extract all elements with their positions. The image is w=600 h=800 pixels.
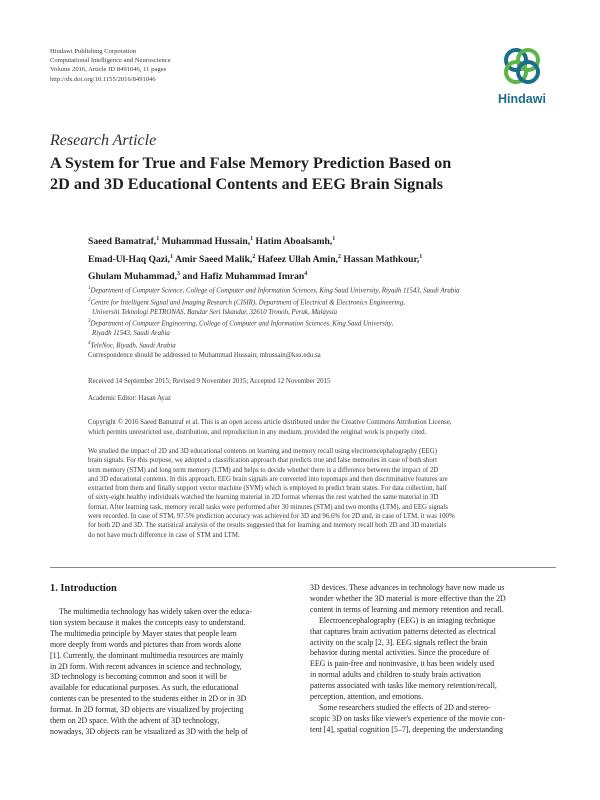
body-text-line: tent [4], spatial cognition [5–7], deepening the understanding (310, 724, 504, 734)
body-text-line: wonder whether the 3D material is more effective than the 2D (310, 593, 506, 603)
affiliation-line (88, 339, 556, 351)
body-text-line: activity on the scalp [2, 3]. EEG signals reflect the brain (310, 637, 488, 647)
abstract-line: of sixty-eight healthy individuals watched the learning material in 2D format whereas the rest watched the same material in 3D (88, 494, 439, 502)
body-text-line: available for educational purposes. As such, the educational (50, 683, 239, 693)
abstract-line: and 3D educational contents. In this approach, EEG brain signals are converted into topomaps and then discriminative features are (88, 475, 448, 483)
body-text-line: scopic 3D on tasks like viewer's experience of the movie con- (310, 713, 506, 723)
body-text-line: behavior during mental activities. Since the procedure of (310, 648, 490, 658)
body-text-line: format. In 2D format, 3D objects are visualized by projecting (50, 705, 244, 715)
abstract-line: format. After learning task, memory recall tasks were performed after 30 minutes (STM) and two months (LTM), and EEG signals (88, 503, 448, 511)
body-text-line: nowadays, 3D objects can be visualized as 3D with the help of (50, 726, 248, 736)
author-line (88, 232, 556, 250)
affiliation-line (88, 284, 556, 296)
affiliation-list (88, 284, 556, 351)
abstract-line: term memory (STM) and long term memory (LTM) and helps to decide whether there is a difference between the impact of 2D (88, 466, 439, 474)
journal-metadata (50, 47, 171, 84)
author-name: Emad-Ul-Haq Qazi, (88, 253, 171, 265)
abstract-line: were recorded. In case of STM, 97.5% prediction accuracy was achieved for 3D and 96.6% for 2D and, in case of LTM, it was 100% (88, 513, 455, 521)
section-heading: 1. Introduction (50, 583, 117, 594)
volume-info: Volume 2016, Article ID 8491046, 11 pages (50, 66, 167, 74)
author-name: Amir Saeed Malik, (173, 253, 253, 265)
author-name: Ghulam Muhammad, (88, 271, 178, 283)
affiliation-marker: 2 (88, 297, 91, 303)
author-affiliation-marker: 1 (156, 236, 160, 242)
academic-editor: Academic Editor: Hasan Ayaz (88, 395, 171, 402)
title-line: 2D and 3D Educational Contents and EEG Brain Signals (50, 175, 444, 193)
body-text-line: patterns associated with tasks like memory retention/recall, (310, 681, 497, 691)
body-text-line: more deeply from words and pictures than from words alone (50, 639, 242, 649)
correspondence-note: Correspondence should be addressed to Muhammad Hussain; mhussain@ksu.edu.sa (88, 352, 321, 359)
hindawi-logo-icon (500, 44, 544, 88)
body-text-line: The multimedia principle by Mayer states that people learn (50, 628, 237, 638)
abstract-line: extracted from them and finally support vector machine (SVM) which is employed to predict brain states. For data collection, half (88, 485, 447, 493)
body-text-line: in 2D form. With recent advances in science and technology, (50, 661, 242, 671)
author-name: Muhammad Hussain, (159, 236, 251, 248)
affiliation-marker: 4 (88, 340, 91, 346)
body-text-line: The multimedia technology has widely taken over the educa- (59, 607, 252, 616)
body-text-line: 3D technology is becoming common and soon it will be (50, 672, 227, 682)
affiliation-line (88, 296, 556, 308)
affiliation-text: Department of Computer Science, College of Computer and Information Sciences, King Saud University, Riyadh 11543, Saudi Arabia (90, 287, 460, 295)
body-text-line: tion system because it makes the concepts easy to understand. (50, 617, 246, 627)
section-divider (50, 567, 556, 568)
abstract-line: We studied the impact of 2D and 3D educational contents on learning and memory recall using electroencephalography (EEG) (88, 448, 438, 455)
body-text-line: in normal adults and children to study brain activation (310, 670, 481, 680)
body-text-line: perception, attention, and emotions. (310, 692, 424, 702)
abstract (88, 447, 556, 540)
body-text-line: them on 2D space. With the advent of 3D technology, (50, 716, 220, 726)
journal-name: Computational Intelligence and Neuroscience (50, 57, 171, 65)
author-name: and Hafiz Muhammad Imran (180, 271, 305, 283)
author-affiliation-marker: 1 (170, 253, 174, 260)
right-column-text (310, 583, 555, 736)
affiliation-line (88, 308, 556, 318)
author-affiliation-marker: 1 (332, 236, 336, 242)
copyright-notice (88, 418, 556, 437)
affiliation-text: Centre for Intelligent Signal and Imaging Research (CISIR), Department of Electrical & Electronics Engineering, (90, 299, 405, 307)
article-title (50, 153, 570, 195)
doi-link[interactable]: http://dx.doi.org/10.1155/2016/8491046 (50, 75, 156, 83)
body-text-line: [1]. Currently, the dominant multimedia resources are mainly (50, 650, 244, 660)
abstract-line: brain signals. For this purpose, we adopted a classification approach that predicts true and false memories in case of both short (88, 457, 438, 465)
body-text-line: EEG is pain-free and noninvasive, it has been widely used (310, 659, 495, 669)
publisher-name: Hindawi Publishing Corporation (50, 48, 137, 55)
body-text-line: content in terms of learning and memory retention and recall. (310, 604, 504, 614)
copyright-line: Copyright © 2016 Saeed Bamatraf et al. This is an open access article distributed under the Creative Commons Attribution License, (88, 419, 452, 426)
author-affiliation-marker: 1 (250, 236, 254, 242)
body-text-line: contents can be presented to the students either in 2D or in 3D (50, 694, 247, 704)
affiliation-text: TeleNoc, Riyadh, Saudi Arabia (90, 342, 176, 350)
title-line: A System for True and False Memory Prediction Based on (50, 154, 452, 172)
publisher-logo (492, 44, 552, 108)
body-text-line: Electroencephalography (EEG) is an imaging technique (319, 615, 496, 625)
affiliation-text: Universiti Teknologi PETRONAS, Bandar Seri Iskandar, 32610 Tronoh, Perak, Malaysia (92, 308, 338, 316)
left-column-text (50, 607, 295, 738)
received-dates: Received 14 September 2015; Revised 9 November 2015; Accepted 12 November 2015 (88, 378, 331, 385)
copyright-line: which permits unrestricted use, distribution, and reproduction in any medium, provided the original work is properly cited. (88, 428, 427, 436)
author-name: Hassan Mathkour, (340, 253, 420, 265)
author-affiliation-marker: 2 (337, 253, 341, 260)
author-line (88, 267, 556, 285)
affiliation-line (88, 317, 556, 329)
logo-wordmark: Hindawi (498, 92, 546, 106)
body-text-line: that captures brain activation patterns detected as electrical (310, 626, 496, 636)
author-affiliation-marker: 1 (419, 253, 423, 260)
author-name: Hatim Aboalsamh, (253, 236, 333, 248)
body-text-line: 3D devices. These advances in technology have now made us (310, 583, 505, 592)
affiliation-marker: 1 (88, 286, 91, 291)
affiliation-line (88, 329, 556, 339)
author-line (88, 250, 556, 268)
abstract-line: for both 2D and 3D. The statistical analysis of the results suggested that for learning and memory recall both 2D and 3D materials (88, 522, 447, 530)
author-affiliation-marker: 2 (252, 253, 256, 260)
author-affiliation-marker: 4 (304, 271, 308, 278)
author-list (88, 232, 556, 285)
author-affiliation-marker: 3 (177, 271, 181, 278)
author-name: Hafeez Ullah Amin, (255, 253, 338, 265)
affiliation-marker: 3 (88, 319, 91, 325)
author-name: Saeed Bamatraf, (88, 236, 157, 248)
abstract-line: do not have much difference in case of STM and LTM. (88, 531, 240, 539)
article-type: Research Article (50, 132, 157, 149)
body-text-line: Some researchers studied the effects of 2D and stereo- (319, 702, 491, 712)
affiliation-text: Department of Computer Engineering, College of Computer and Information Sciences, King Saud University, (90, 320, 394, 328)
affiliation-text: Riyadh 11543, Saudi Arabia (92, 330, 170, 338)
